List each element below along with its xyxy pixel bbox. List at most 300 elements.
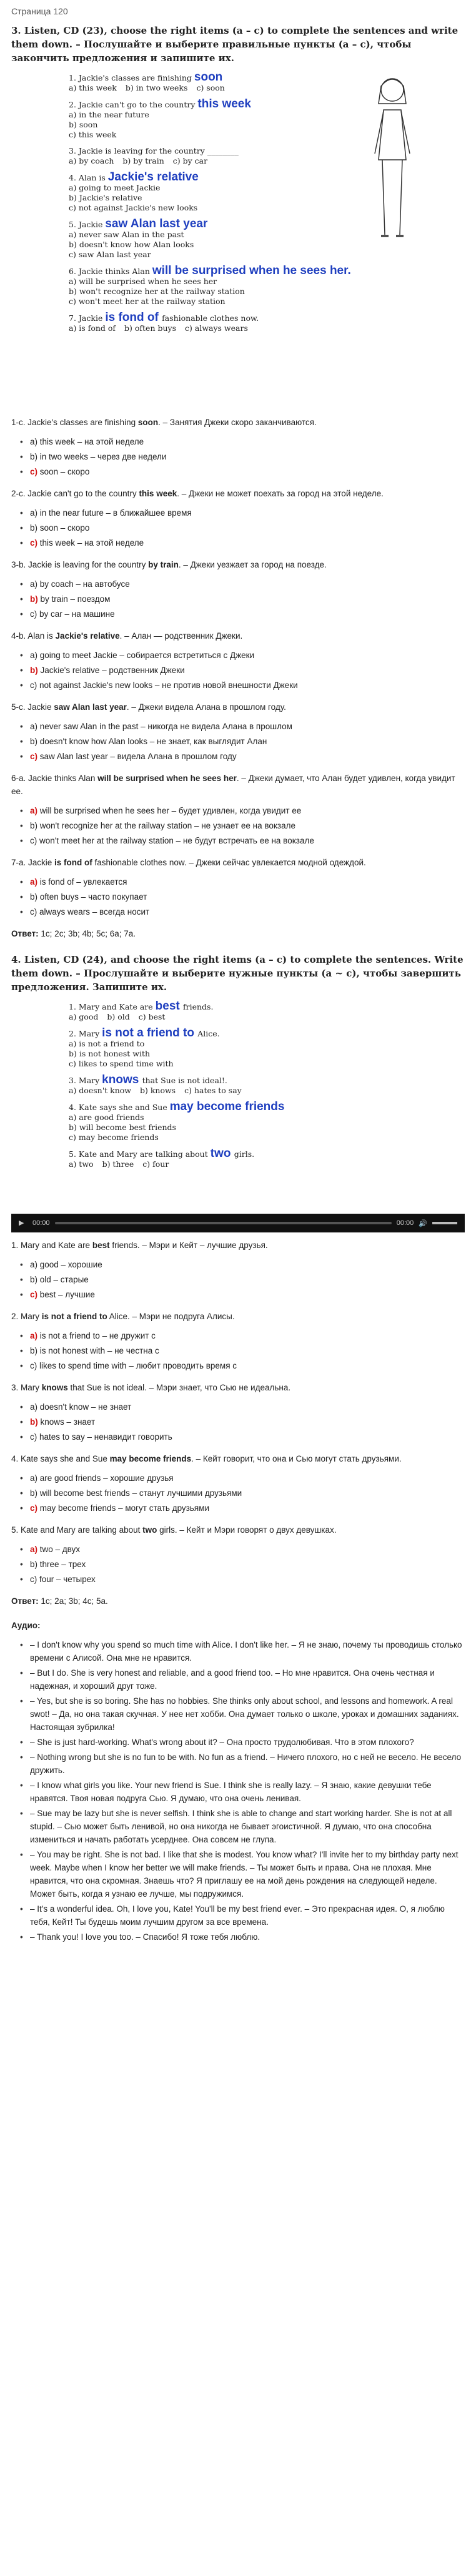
exercise-stem-text: Mary and Kate are [78, 1002, 156, 1011]
exercise-options [69, 1159, 419, 1169]
solution-option [30, 435, 465, 448]
solution-option [30, 578, 465, 591]
option-letter: c) [30, 538, 38, 548]
solution-heading [11, 1310, 465, 1323]
exercise-option: b) is not honest with [69, 1049, 151, 1058]
handwritten-answer: best [155, 1000, 183, 1013]
option-letter: b) [30, 452, 38, 461]
exercise-number: 7. [69, 313, 79, 323]
exercise-options [69, 1012, 419, 1022]
option-letter: b) [30, 594, 38, 604]
solution-heading-text: 1. Mary and Kate are [11, 1241, 92, 1250]
option-text: won't recognize her at the railway station – не узнает ее на вокзале [37, 821, 295, 830]
option-letter: c) [30, 1361, 37, 1370]
exercise-number: 5. [69, 220, 79, 229]
solution-heading [11, 558, 465, 571]
exercise-stem [69, 1149, 419, 1159]
exercise-option: c) hates to say [184, 1086, 242, 1095]
exercise-number: 5. [69, 1149, 79, 1159]
exercise-stem [69, 219, 419, 230]
solution-option [30, 450, 465, 463]
exercise-option: b) will become best friends [69, 1123, 176, 1132]
handwritten-answer: this week [197, 97, 251, 111]
option-letter: a) [30, 1545, 38, 1554]
option-letter: a) [30, 1260, 38, 1269]
exercise-number: 2. [69, 1029, 79, 1038]
solution-option [30, 804, 465, 817]
solution-option [30, 1543, 465, 1556]
audio-time-start: 00:00 [32, 1219, 50, 1227]
exercise-stem-text: Mary [78, 1029, 102, 1038]
audio-section [11, 1619, 465, 1944]
solution-heading-text: 6-a. Jackie thinks Alan [11, 774, 98, 783]
audio-line: • – I know what girls you like. Your new friend is Sue. I think she is really lazy. – Я знаю, какие девушки тебе нравятся. Твоя новая подруга Сью. Я думаю, что она очень ленивая. [30, 1779, 465, 1805]
exercise-stem [69, 266, 419, 277]
option-text: good – хорошие [37, 1260, 102, 1269]
audio-progress-bar[interactable] [55, 1222, 392, 1224]
task3-solutions [11, 416, 465, 918]
handwritten-answer: saw Alan last year [105, 217, 208, 230]
solution-key-phrase: knows [41, 1383, 68, 1392]
option-letter: c) [30, 467, 38, 476]
exercise-options [69, 230, 419, 260]
exercise-item [69, 1028, 419, 1069]
solution-heading-translation: . – Джеки уезжает за город на поезде. [178, 560, 327, 569]
solution-heading-translation: that Sue is not ideal. – Мэри знает, что Сью не идеальна. [67, 1383, 291, 1392]
option-text: this week – на этой неделе [37, 437, 144, 446]
exercise-number: 2. [69, 100, 79, 109]
exercise-options [69, 323, 419, 333]
solution-heading-translation: . – Алан — родственник Джеки. [119, 631, 243, 641]
solution-key-phrase: soon [137, 418, 159, 427]
task3-exercise-image [69, 72, 419, 410]
handwritten-answer: soon [194, 71, 223, 84]
exercise-option: b) Jackie's relative [69, 193, 142, 202]
option-text: doesn't know how Alan looks – не знает, как выглядит Алан [37, 737, 267, 746]
solution-heading-translation: fashionable clothes now. – Джеки сейчас увлекается модной одеждой. [92, 858, 366, 867]
task4-solutions [11, 1239, 465, 1586]
solution-heading [11, 1452, 465, 1465]
handwritten-answer: Jackie's relative [107, 170, 199, 184]
option-letter: c) [30, 681, 37, 690]
option-text: saw Alan last year – видела Алана в прошлом году [37, 752, 237, 761]
audio-line: • – I don't know why you spend so much time with Alice. I don't like her. – Я не знаю, почему ты проводишь столько времени с Алисой. Она мне не нравится. [30, 1638, 465, 1664]
exercise-stem [69, 172, 419, 183]
solution-key-phrase: is not a friend to [41, 1312, 107, 1321]
exercise-option: a) doesn't know [69, 1086, 131, 1095]
solution-key-phrase: is fond of [54, 858, 92, 867]
exercise-options [69, 277, 419, 307]
solution-heading [11, 629, 465, 642]
solution-option [30, 875, 465, 888]
solution-option [30, 1558, 465, 1571]
audio-title: Аудио: [11, 1621, 41, 1630]
exercise-stem [69, 72, 419, 83]
exercise-option: b) often buys [124, 323, 177, 333]
audio-line: • – You may be right. She is not bad. I like that she is modest. You know what? I'll invite her to my birthday party next week. Maybe when I know her better we will make friends. – Ты может быть и права. Она не плохая. Мне нравится, что она скромная. Знаешь что? Я приглашу ее на мой день рождения на следующей неделе. Может быть, когда я узнаю ее лучше, мы подружимся. [30, 1848, 465, 1900]
option-text: won't meet her at the railway station – не будут встречать ее на вокзале [37, 836, 314, 845]
exercise-option: a) going to meet Jackie [69, 183, 161, 192]
option-letter: c) [30, 1503, 38, 1513]
solution-heading-translation: . – Джеки не может поехать за город на этой неделе. [177, 489, 384, 498]
solution-heading-translation: girls. – Кейт и Мэри говорят о двух девушках. [157, 1525, 337, 1535]
exercise-item [69, 1075, 419, 1096]
solution-options [11, 1543, 465, 1586]
exercise-number: 6. [69, 267, 79, 276]
option-letter: a) [30, 579, 38, 589]
solution-option [30, 750, 465, 763]
exercise-option: b) by train [122, 156, 164, 165]
option-text: always wears – всегда носит [37, 907, 150, 917]
audio-line: • – Yes, but she is so boring. She has no hobbies. She thinks only about school, and lessons and homework. A real swot! – Да, но она такая скучная. У нее нет хобби. Она думает только о школе, уроках и домашних заданиях. Настоящая зубрилка! [30, 1694, 465, 1734]
option-letter: c) [30, 836, 37, 845]
solution-option [30, 607, 465, 621]
solution-heading-translation: . – Кейт говорит, что она и Сью могут стать друзьями. [191, 1454, 402, 1463]
exercise-stem-text: Jackie [78, 220, 106, 229]
option-letter: c) [30, 1432, 37, 1442]
play-icon[interactable]: ▶ [19, 1219, 24, 1227]
solution-heading-translation: . – Джеки видела Алана в прошлом году. [126, 702, 286, 712]
answer-blank: ________ [207, 146, 239, 155]
exercise-option: c) saw Alan last year [69, 250, 151, 259]
exercise-option: c) always wears [185, 323, 248, 333]
option-text: often buys – часто покупает [37, 892, 147, 902]
solution-options [11, 1400, 465, 1443]
solution-option [30, 1573, 465, 1586]
exercise-options [69, 110, 419, 140]
option-text: will become best friends – станут лучшими друзьями [37, 1488, 242, 1498]
solution-heading [11, 487, 465, 500]
solution-option [30, 720, 465, 733]
solution-heading-translation: . – Джеки думает, что Алан будет удивлен, когда увидит ее. [11, 774, 455, 796]
exercise-option: b) in two weeks [125, 83, 188, 92]
exercise-stem-end: girls. [234, 1149, 255, 1159]
solution-key-phrase: by train [148, 560, 179, 569]
solution-option [30, 1273, 465, 1286]
exercise-stem-end: friends. [183, 1002, 214, 1011]
solution-heading [11, 856, 465, 869]
option-text: four – четырех [37, 1575, 96, 1584]
solution-key-phrase: may become friends [109, 1454, 192, 1463]
solution-key-phrase: saw Alan last year [54, 702, 127, 712]
solution-heading [11, 1523, 465, 1536]
exercise-item [69, 1001, 419, 1022]
option-text: doesn't know – не знает [37, 1402, 132, 1412]
option-letter: b) [30, 1560, 38, 1569]
audio-lines [11, 1638, 465, 1944]
exercise-options [69, 1113, 419, 1143]
exercise-stem-text: Alan is [78, 173, 108, 182]
handwritten-answer: two [210, 1147, 234, 1160]
option-letter: a) [30, 722, 38, 731]
exercise-item [69, 1102, 419, 1143]
handwritten-answer: is fond of [105, 311, 162, 324]
exercise-options [69, 1086, 419, 1096]
option-text: by coach – на автобусе [37, 579, 130, 589]
option-text: old – старые [37, 1275, 89, 1284]
exercise-option: b) knows [139, 1086, 176, 1095]
solution-option [30, 521, 465, 534]
exercise-options [69, 156, 419, 166]
audio-line: • – She is just hard-working. What's wrong about it? – Она просто трудолюбивая. Что в этом плохого? [30, 1736, 465, 1749]
exercise-stem-text: Jackie [78, 313, 106, 323]
solution-option [30, 1288, 465, 1301]
solution-heading [11, 772, 465, 798]
solution-heading [11, 416, 465, 429]
option-text: may become friends – могут стать друзьями [37, 1503, 210, 1513]
option-text: Jackie's relative – родственник Джеки [37, 666, 185, 675]
solution-heading [11, 701, 465, 714]
task3-title: 3. Listen, CD (23), choose the right items (a – c) to complete the sentences and write them down. – Послушайте и выберите правильные пункты (а – с), чтобы закончить предложения и запишите их. [11, 25, 459, 64]
option-text: is not honest with – не честна с [37, 1346, 159, 1355]
handwritten-answer: may become friends [169, 1100, 285, 1113]
option-text: hates to say – ненавидит говорить [37, 1432, 172, 1442]
solution-heading-translation: Alice. – Мэри не подруга Алисы. [107, 1312, 235, 1321]
option-letter: b) [30, 821, 38, 830]
exercise-stem-text: Mary [78, 1076, 102, 1085]
option-letter: a) [30, 877, 38, 887]
exercise-stem [69, 1028, 419, 1039]
solution-options [11, 875, 465, 918]
exercise-number: 1. [69, 73, 79, 82]
exercise-stem-text: Jackie is leaving for the country [78, 146, 207, 155]
exercise-option: b) three [102, 1159, 134, 1169]
exercise-stem [69, 99, 419, 110]
option-letter: a) [30, 1331, 38, 1340]
solution-option [30, 1415, 465, 1428]
option-letter: a) [30, 1402, 38, 1412]
option-letter: c) [30, 609, 37, 619]
exercise-options [69, 183, 419, 213]
exercise-option: b) doesn't know how Alan looks [69, 240, 194, 249]
audio-line: • – Thank you! I love you too. – Спасибо! Я тоже тебя люблю. [30, 1930, 465, 1944]
audio-time-end: 00:00 [396, 1219, 414, 1227]
option-text: not against Jackie's new looks – не против новой внешности Джеки [37, 681, 298, 690]
exercise-stem-text: Kate and Mary are talking about [78, 1149, 211, 1159]
page-label: Страница 120 [11, 6, 68, 16]
solution-heading-text: 5-c. Jackie [11, 702, 54, 712]
option-letter: a) [30, 806, 38, 815]
option-letter: b) [30, 1275, 38, 1284]
option-letter: c) [30, 907, 37, 917]
exercise-stem-text: Jackie thinks Alan [78, 267, 152, 276]
option-letter: b) [30, 892, 38, 902]
solution-option [30, 465, 465, 478]
audio-player[interactable] [11, 1214, 465, 1232]
solution-options [11, 506, 465, 549]
option-letter: b) [30, 1346, 38, 1355]
exercise-stem-text: Kate says she and Sue [78, 1103, 170, 1112]
exercise-item [69, 146, 419, 166]
option-letter: a) [30, 1473, 38, 1483]
solution-heading-text: 4-b. Alan is [11, 631, 56, 641]
solution-options [11, 649, 465, 692]
solution-heading-text: 2. Mary [11, 1312, 42, 1321]
solution-option [30, 1502, 465, 1515]
option-text: by car – на машине [37, 609, 115, 619]
solution-option [30, 1430, 465, 1443]
solution-option [30, 649, 465, 662]
option-text: never saw Alan in the past – никогда не видела Алана в прошлом [37, 722, 292, 731]
option-letter: b) [30, 666, 38, 675]
solution-option [30, 506, 465, 519]
audio-line: • – But I do. She is very honest and reliable, and a good friend too. – Но мне нравится. Она очень честная и надежная, и хороший друг тоже. [30, 1666, 465, 1693]
exercise-item [69, 219, 419, 260]
option-letter: c) [30, 1575, 37, 1584]
volume-slider[interactable] [432, 1222, 457, 1224]
solution-option [30, 905, 465, 918]
exercise-options [69, 1039, 419, 1069]
exercise-option: c) likes to spend time with [69, 1059, 174, 1068]
exercise-option: a) will be surprised when he sees her [69, 277, 217, 286]
exercise-option: b) won't recognize her at the railway station [69, 287, 245, 296]
option-text: likes to spend time with – любит проводить время с [37, 1361, 237, 1370]
option-text: in the near future – в ближайшее время [37, 508, 192, 518]
solution-heading-translation: friends. – Мэри и Кейт – лучшие друзья. [109, 1241, 268, 1250]
exercise-stem-end: Alice. [197, 1029, 220, 1038]
exercise-option: c) may become friends [69, 1133, 159, 1142]
solution-heading-text: 3-b. Jackie is leaving for the country [11, 560, 149, 569]
solution-option [30, 834, 465, 847]
audio-line: • – Sue may be lazy but she is never selfish. I think she is able to change and start working harder. She is not at all stupid. – Сью может быть ленивой, но она никогда не бывает эгоистичной. Я думаю, что она способна измениться и начать работать усерднее. Она совсем не глупа. [30, 1807, 465, 1846]
exercise-number: 4. [69, 1103, 79, 1112]
option-text: this week – на этой неделе [37, 538, 144, 548]
option-text: will be surprised when he sees her – будет удивлен, когда увидит ее [37, 806, 302, 815]
solution-heading-text: 1-c. Jackie's classes are finishing [11, 418, 138, 427]
solution-key-phrase: Jackie's relative [55, 631, 120, 641]
solution-heading [11, 1381, 465, 1394]
audio-line: • – Nothing wrong but she is no fun to be with. No fun as a friend. – Ничего плохого, но с ней не весело. Не весело дружить. [30, 1751, 465, 1777]
exercise-option: a) never saw Alan in the past [69, 230, 184, 239]
handwritten-answer: will be surprised when he sees her. [152, 264, 351, 277]
exercise-stem-end: that Sue is not ideal!. [142, 1076, 227, 1085]
solution-option [30, 819, 465, 832]
exercise-option: b) soon [69, 120, 98, 129]
option-text: soon – скоро [37, 523, 90, 533]
solution-option [30, 735, 465, 748]
solution-option [30, 592, 465, 606]
exercise-item [69, 172, 419, 213]
option-text: are good friends – хорошие друзья [37, 1473, 174, 1483]
solution-option [30, 664, 465, 677]
solution-option [30, 1344, 465, 1357]
solution-heading-text: 2-c. Jackie can't go to the country [11, 489, 139, 498]
exercise-stem-text: Jackie's classes are finishing [78, 73, 194, 82]
solution-key-phrase: this week [139, 489, 177, 498]
exercise-number: 3. [69, 1076, 79, 1085]
exercise-number: 1. [69, 1002, 79, 1011]
solution-option [30, 1400, 465, 1413]
solution-options [11, 804, 465, 847]
exercise-option: a) is not a friend to [69, 1039, 145, 1048]
option-letter: a) [30, 651, 38, 660]
exercise-option: c) best [138, 1012, 166, 1021]
option-text: soon – скоро [37, 467, 90, 476]
exercise-option: a) is fond of [69, 323, 116, 333]
exercise-stem [69, 1102, 419, 1113]
option-letter: a) [30, 508, 38, 518]
solution-options [11, 1258, 465, 1301]
exercise-option: c) by car [172, 156, 208, 165]
exercise-option: c) soon [196, 83, 225, 92]
exercise-item [69, 72, 419, 93]
solution-options [11, 578, 465, 621]
solution-option [30, 1472, 465, 1485]
option-text: is fond of – увлекается [37, 877, 127, 887]
task4-answer: Ответ: 1c; 2a; 3b; 4c; 5a. [11, 1596, 108, 1606]
option-letter: b) [30, 1417, 38, 1427]
solution-options [11, 720, 465, 763]
task4-title: 4. Listen, CD (24), and choose the right items (a – c) to complete the sentences. Write them down. – Прослушайте и выберите нужные пункты (а ~ с), чтобы завершить предложения. Запишите их. [11, 954, 464, 993]
solution-heading-text: 3. Mary [11, 1383, 42, 1392]
option-letter: b) [30, 737, 38, 746]
solution-heading [11, 1239, 465, 1252]
exercise-stem [69, 146, 419, 156]
task3-answer: Ответ: 1c; 2c; 3b; 4b; 5c; 6a; 7a. [11, 929, 136, 938]
solution-option [30, 1329, 465, 1342]
option-letter: b) [30, 1488, 38, 1498]
task4-exercise-image [69, 1001, 419, 1207]
exercise-item [69, 266, 419, 307]
handwritten-answer: is not a friend to [102, 1026, 198, 1040]
exercise-item [69, 1149, 419, 1169]
solution-options [11, 435, 465, 478]
exercise-option: c) not against Jackie's new looks [69, 203, 198, 212]
exercise-item [69, 99, 419, 140]
exercise-option: b) old [107, 1012, 130, 1021]
option-text: best – лучшие [37, 1290, 95, 1299]
solution-option [30, 1258, 465, 1271]
solution-heading-text: 5. Kate and Mary are talking about [11, 1525, 143, 1535]
solution-option [30, 536, 465, 549]
solution-heading-translation: . – Занятия Джеки скоро заканчиваются. [158, 418, 317, 427]
solution-key-phrase: will be surprised when he sees her [97, 774, 237, 783]
exercise-option: a) in the near future [69, 110, 149, 119]
exercise-option: c) four [142, 1159, 169, 1169]
option-letter: b) [30, 523, 38, 533]
solution-options [11, 1472, 465, 1515]
exercise-stem-end: fashionable clothes now. [162, 313, 259, 323]
option-text: three – трех [37, 1560, 86, 1569]
option-letter: a) [30, 437, 38, 446]
exercise-item [69, 313, 419, 333]
solution-option [30, 1487, 465, 1500]
solution-options [11, 1329, 465, 1372]
handwritten-answer: knows [102, 1073, 142, 1086]
exercise-option: a) are good friends [69, 1113, 144, 1122]
exercise-number: 3. [69, 146, 79, 155]
solution-heading-text: 4. Kate says she and Sue [11, 1454, 110, 1463]
volume-icon[interactable]: 🔊 [419, 1219, 427, 1227]
exercise-stem-text: Jackie can't go to the country [78, 100, 198, 109]
solution-heading-text: 7-a. Jackie [11, 858, 55, 867]
exercise-stem [69, 1075, 419, 1086]
solution-key-phrase: best [92, 1241, 110, 1250]
option-text: two – двух [37, 1545, 81, 1554]
exercise-option: a) good [69, 1012, 99, 1021]
option-text: by train – поездом [37, 594, 111, 604]
exercise-option: c) won't meet her at the railway station [69, 297, 226, 306]
exercise-number: 4. [69, 173, 79, 182]
option-letter: c) [30, 1290, 38, 1299]
option-letter: c) [30, 752, 38, 761]
solution-option [30, 679, 465, 692]
exercise-option: a) by coach [69, 156, 114, 165]
option-text: going to meet Jackie – собирается встретиться с Джеки [37, 651, 255, 660]
exercise-stem [69, 1001, 419, 1012]
exercise-option: c) this week [69, 130, 117, 139]
solution-key-phrase: two [142, 1525, 157, 1535]
